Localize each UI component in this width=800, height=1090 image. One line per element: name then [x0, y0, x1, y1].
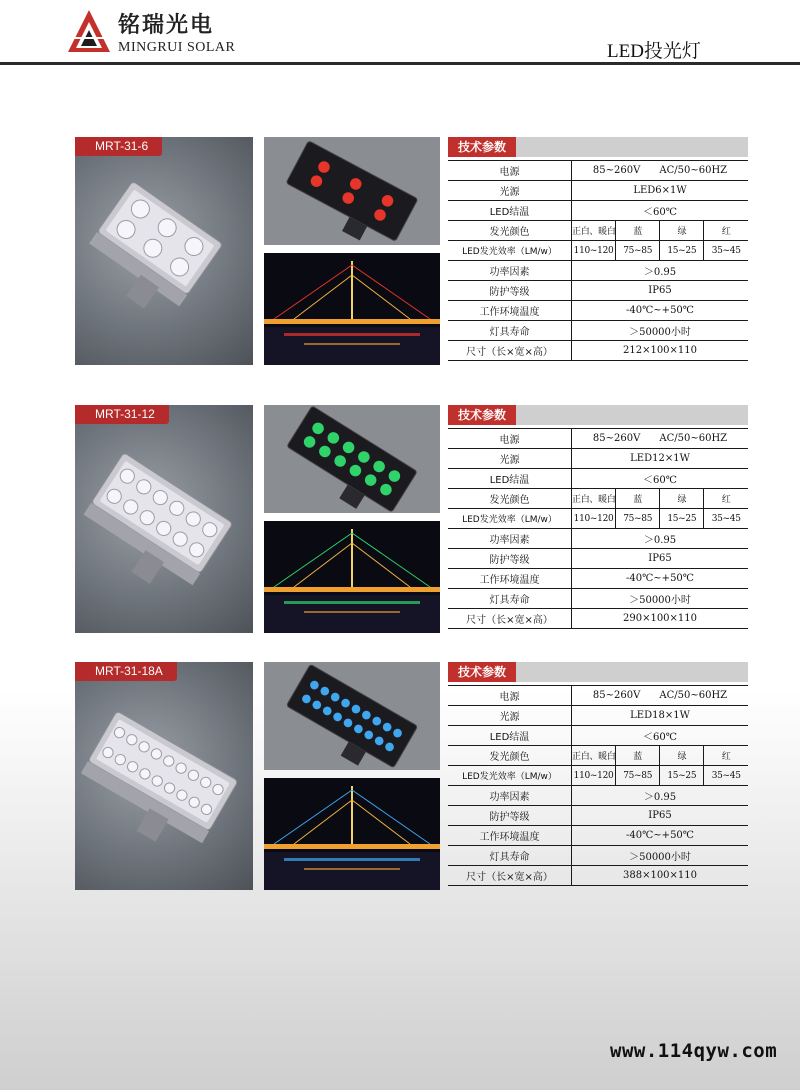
table-row: [448, 726, 748, 746]
table-row: [448, 786, 748, 806]
spec-label: 灯具寿命: [448, 589, 572, 609]
spec-panel: [448, 662, 748, 886]
table-row: [448, 866, 748, 886]
spec-title: 技术参数: [448, 405, 516, 425]
table-row: [448, 469, 748, 489]
table-row: [448, 706, 748, 726]
spec-title: 技术参数: [448, 137, 516, 157]
spec-header: [448, 405, 748, 425]
spec-label: LED结温: [448, 726, 572, 746]
lit-fixture-icon: [264, 137, 440, 245]
table-row: [448, 529, 748, 549]
spec-label: 功率因素: [448, 786, 572, 806]
floodlight-fixture-icon: [75, 137, 253, 365]
spec-value-light-source: LED6×1W: [572, 181, 749, 201]
spec-value-size: 212×100×110: [572, 341, 749, 361]
product-photo: [75, 405, 253, 633]
spec-efficiency: 75~85: [616, 766, 660, 786]
bridge-night-photo: [264, 521, 440, 633]
spec-efficiency: 75~85: [616, 509, 660, 529]
spec-value-light-source: LED12×1W: [572, 449, 749, 469]
spec-label: 电源: [448, 686, 572, 706]
table-row: [448, 221, 748, 241]
power-frequency: AC/50~60HZ: [659, 690, 728, 701]
floodlight-fixture-icon: [75, 662, 253, 890]
lit-fixture-icon: [264, 662, 440, 770]
header-divider: [0, 62, 800, 65]
spec-label: 发光颜色: [448, 221, 572, 241]
brand-name-cn: 铭瑞光电: [118, 13, 215, 38]
spec-label: 功率因素: [448, 529, 572, 549]
table-row: [448, 161, 748, 181]
spec-table: [448, 685, 748, 886]
spec-efficiency: 75~85: [616, 241, 660, 261]
table-row: [448, 301, 748, 321]
spec-value-protection: IP65: [572, 281, 749, 301]
table-row: [448, 201, 748, 221]
table-row: [448, 569, 748, 589]
spec-value-lifetime: ＞50000小时: [572, 321, 749, 341]
fixture-lit-photo: [264, 405, 440, 513]
spec-efficiency: 15~25: [660, 509, 704, 529]
spec-efficiency: 35~45: [704, 241, 748, 261]
lit-fixture-icon: [264, 405, 440, 513]
table-row: [448, 806, 748, 826]
power-voltage: 85~260V: [592, 433, 641, 444]
spec-value-light-source: LED18×1W: [572, 706, 749, 726]
table-row: [448, 429, 748, 449]
spec-label: 灯具寿命: [448, 846, 572, 866]
spec-label: 防护等级: [448, 806, 572, 826]
spec-value-lifetime: ＞50000小时: [572, 846, 749, 866]
spec-value-size: 290×100×110: [572, 609, 749, 629]
spec-label: 尺寸（长×宽×高）: [448, 341, 572, 361]
fixture-lit-photo: [264, 137, 440, 245]
spec-color: 绿: [660, 221, 704, 241]
table-row: [448, 321, 748, 341]
spec-label: 工作环境温度: [448, 826, 572, 846]
spec-value-power-factor: ＞0.95: [572, 786, 749, 806]
spec-efficiency: 15~25: [660, 241, 704, 261]
spec-efficiency: 110~120: [572, 509, 616, 529]
spec-label: 电源: [448, 429, 572, 449]
spec-value-operating-temp: -40℃~+50℃: [572, 826, 749, 846]
table-row: [448, 489, 748, 509]
product-photo: [75, 137, 253, 365]
power-frequency: AC/50~60HZ: [659, 433, 728, 444]
bridge-night-photo: [264, 778, 440, 890]
spec-label: LED发光效率（LM/w）: [448, 509, 572, 529]
spec-value-power-factor: ＞0.95: [572, 261, 749, 281]
spec-header: [448, 662, 748, 682]
spec-label: 光源: [448, 449, 572, 469]
spec-color: 正白、暖白: [572, 489, 616, 509]
spec-label: 电源: [448, 161, 572, 181]
spec-value-junction-temp: ＜60℃: [572, 201, 749, 221]
spec-label: 防护等级: [448, 281, 572, 301]
spec-efficiency: 15~25: [660, 766, 704, 786]
table-row: [448, 766, 748, 786]
spec-color: 蓝: [616, 221, 660, 241]
brand-name-en: MINGRUI SOLAR: [118, 40, 236, 55]
spec-value-power: [572, 686, 749, 706]
spec-efficiency: 35~45: [704, 509, 748, 529]
spec-value-junction-temp: ＜60℃: [572, 726, 749, 746]
spec-table: [448, 428, 748, 629]
table-row: [448, 181, 748, 201]
fixture-lit-photo: [264, 662, 440, 770]
product-section: [0, 137, 800, 367]
spec-label: 工作环境温度: [448, 301, 572, 321]
table-row: [448, 826, 748, 846]
model-label: MRT-31-18A: [75, 662, 177, 681]
spec-label: 尺寸（长×宽×高）: [448, 609, 572, 629]
power-voltage: 85~260V: [592, 690, 641, 701]
spec-value-protection: IP65: [572, 806, 749, 826]
spec-label: LED结温: [448, 469, 572, 489]
spec-value-protection: IP65: [572, 549, 749, 569]
spec-panel: [448, 137, 748, 361]
spec-color: 正白、暖白: [572, 221, 616, 241]
mingrui-logo-icon: [66, 8, 112, 54]
spec-color: 红: [704, 489, 748, 509]
bridge-scene-icon: [264, 253, 440, 365]
spec-color: 绿: [660, 746, 704, 766]
spec-label: LED发光效率（LM/w）: [448, 241, 572, 261]
table-row: [448, 261, 748, 281]
spec-value-power: [572, 429, 749, 449]
spec-label: 尺寸（长×宽×高）: [448, 866, 572, 886]
spec-label: 发光颜色: [448, 746, 572, 766]
table-row: [448, 449, 748, 469]
spec-color: 红: [704, 221, 748, 241]
spec-label: 光源: [448, 706, 572, 726]
table-row: [448, 746, 748, 766]
table-row: [448, 846, 748, 866]
spec-title: 技术参数: [448, 662, 516, 682]
table-row: [448, 509, 748, 529]
model-label: MRT-31-12: [75, 405, 169, 424]
table-row: [448, 549, 748, 569]
table-row: [448, 241, 748, 261]
spec-label: LED发光效率（LM/w）: [448, 766, 572, 786]
spec-label: 防护等级: [448, 549, 572, 569]
spec-value-power: [572, 161, 749, 181]
table-row: [448, 589, 748, 609]
page-title: LED投光灯: [607, 41, 701, 62]
spec-color: 绿: [660, 489, 704, 509]
spec-color: 蓝: [616, 489, 660, 509]
page-header: [0, 0, 800, 66]
table-row: [448, 609, 748, 629]
bridge-scene-icon: [264, 778, 440, 890]
table-row: [448, 686, 748, 706]
table-row: [448, 281, 748, 301]
spec-label: 功率因素: [448, 261, 572, 281]
floodlight-fixture-icon: [75, 405, 253, 633]
site-watermark: www.114qyw.com: [610, 1040, 778, 1062]
spec-color: 正白、暖白: [572, 746, 616, 766]
spec-label: 灯具寿命: [448, 321, 572, 341]
spec-value-operating-temp: -40℃~+50℃: [572, 569, 749, 589]
table-row: [448, 341, 748, 361]
power-voltage: 85~260V: [592, 165, 641, 176]
spec-label: 工作环境温度: [448, 569, 572, 589]
product-section: [0, 405, 800, 635]
bridge-night-photo: [264, 253, 440, 365]
power-frequency: AC/50~60HZ: [659, 165, 728, 176]
spec-panel: [448, 405, 748, 629]
spec-value-operating-temp: -40℃~+50℃: [572, 301, 749, 321]
spec-label: LED结温: [448, 201, 572, 221]
bridge-scene-icon: [264, 521, 440, 633]
model-label: MRT-31-6: [75, 137, 162, 156]
spec-efficiency: 110~120: [572, 241, 616, 261]
spec-value-power-factor: ＞0.95: [572, 529, 749, 549]
spec-table: [448, 160, 748, 361]
spec-label: 发光颜色: [448, 489, 572, 509]
spec-label: 光源: [448, 181, 572, 201]
product-photo: [75, 662, 253, 890]
product-section: [0, 662, 800, 892]
spec-value-junction-temp: ＜60℃: [572, 469, 749, 489]
spec-value-size: 388×100×110: [572, 866, 749, 886]
spec-color: 红: [704, 746, 748, 766]
spec-value-lifetime: ＞50000小时: [572, 589, 749, 609]
spec-header: [448, 137, 748, 157]
spec-efficiency: 110~120: [572, 766, 616, 786]
spec-efficiency: 35~45: [704, 766, 748, 786]
spec-color: 蓝: [616, 746, 660, 766]
